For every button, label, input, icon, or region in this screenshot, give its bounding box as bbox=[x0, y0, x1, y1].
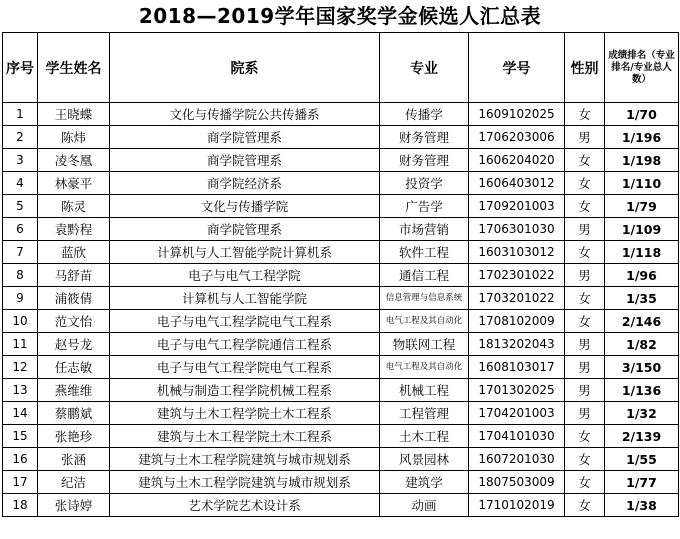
cell-dept: 电子与电气工程学院电气工程系 bbox=[110, 356, 380, 379]
cell-name: 蔡鹏斌 bbox=[38, 402, 110, 425]
cell-name: 袁黔程 bbox=[38, 218, 110, 241]
candidate-table bbox=[2, 32, 679, 517]
cell-id: 1706203006 bbox=[469, 126, 565, 149]
cell-no: 18 bbox=[3, 494, 38, 517]
cell-name: 任志敏 bbox=[38, 356, 110, 379]
cell-major: 电气工程及其自动化 bbox=[380, 310, 469, 333]
cell-id: 1708102009 bbox=[469, 310, 565, 333]
cell-dept: 商学院经济系 bbox=[110, 172, 380, 195]
cell-rank: 1/96 bbox=[605, 264, 679, 287]
cell-major: 投资学 bbox=[380, 172, 469, 195]
table-header-row bbox=[3, 33, 679, 103]
cell-id: 1603103012 bbox=[469, 241, 565, 264]
cell-no: 4 bbox=[3, 172, 38, 195]
cell-rank: 1/110 bbox=[605, 172, 679, 195]
page-title: 2018—2019学年国家奖学金候选人汇总表 bbox=[138, 4, 542, 28]
cell-sex: 男 bbox=[565, 356, 605, 379]
cell-major: 机械工程 bbox=[380, 379, 469, 402]
cell-name: 王晓蝶 bbox=[38, 103, 110, 126]
cell-dept: 计算机与人工智能学院计算机系 bbox=[110, 241, 380, 264]
table-row bbox=[3, 172, 679, 195]
cell-dept: 商学院管理系 bbox=[110, 218, 380, 241]
cell-major: 财务管理 bbox=[380, 126, 469, 149]
cell-rank: 1/79 bbox=[605, 195, 679, 218]
cell-no: 3 bbox=[3, 149, 38, 172]
cell-sex: 女 bbox=[565, 103, 605, 126]
cell-id: 1710102019 bbox=[469, 494, 565, 517]
cell-rank: 1/35 bbox=[605, 287, 679, 310]
header-name: 学生姓名 bbox=[38, 33, 110, 103]
cell-dept: 艺术学院艺术设计系 bbox=[110, 494, 380, 517]
cell-sex: 男 bbox=[565, 126, 605, 149]
cell-rank: 1/55 bbox=[605, 448, 679, 471]
cell-rank: 1/70 bbox=[605, 103, 679, 126]
cell-dept: 建筑与土木工程学院土木工程系 bbox=[110, 402, 380, 425]
cell-id: 1709201003 bbox=[469, 195, 565, 218]
cell-name: 凌冬凰 bbox=[38, 149, 110, 172]
cell-name: 浦筱倩 bbox=[38, 287, 110, 310]
cell-name: 张诗婷 bbox=[38, 494, 110, 517]
cell-rank: 2/146 bbox=[605, 310, 679, 333]
table-row bbox=[3, 356, 679, 379]
cell-sex: 男 bbox=[565, 333, 605, 356]
cell-sex: 女 bbox=[565, 149, 605, 172]
cell-id: 1609102025 bbox=[469, 103, 565, 126]
cell-major: 土木工程 bbox=[380, 425, 469, 448]
cell-id: 1706301030 bbox=[469, 218, 565, 241]
cell-rank: 1/196 bbox=[605, 126, 679, 149]
header-id: 学号 bbox=[469, 33, 565, 103]
cell-no: 11 bbox=[3, 333, 38, 356]
cell-dept: 机械与制造工程学院机械工程系 bbox=[110, 379, 380, 402]
cell-dept: 建筑与土木工程学院建筑与城市规划系 bbox=[110, 448, 380, 471]
cell-sex: 男 bbox=[565, 379, 605, 402]
table-row bbox=[3, 448, 679, 471]
cell-sex: 女 bbox=[565, 471, 605, 494]
cell-no: 5 bbox=[3, 195, 38, 218]
cell-major: 广告学 bbox=[380, 195, 469, 218]
cell-name: 纪洁 bbox=[38, 471, 110, 494]
cell-major: 电气工程及其自动化 bbox=[380, 356, 469, 379]
table-row bbox=[3, 425, 679, 448]
cell-name: 赵号龙 bbox=[38, 333, 110, 356]
header-rank: 成绩排名（专业排名/专业总人数） bbox=[605, 33, 679, 103]
cell-id: 1607201030 bbox=[469, 448, 565, 471]
cell-id: 1606204020 bbox=[469, 149, 565, 172]
cell-dept: 电子与电气工程学院 bbox=[110, 264, 380, 287]
cell-major: 物联网工程 bbox=[380, 333, 469, 356]
table-row bbox=[3, 149, 679, 172]
cell-major: 工程管理 bbox=[380, 402, 469, 425]
cell-no: 13 bbox=[3, 379, 38, 402]
header-no: 序号 bbox=[3, 33, 38, 103]
cell-rank: 1/82 bbox=[605, 333, 679, 356]
cell-sex: 女 bbox=[565, 494, 605, 517]
cell-name: 陈炜 bbox=[38, 126, 110, 149]
cell-rank: 3/150 bbox=[605, 356, 679, 379]
cell-major: 建筑学 bbox=[380, 471, 469, 494]
cell-dept: 电子与电气工程学院电气工程系 bbox=[110, 310, 380, 333]
cell-name: 马舒苗 bbox=[38, 264, 110, 287]
cell-dept: 计算机与人工智能学院 bbox=[110, 287, 380, 310]
cell-no: 17 bbox=[3, 471, 38, 494]
cell-rank: 1/198 bbox=[605, 149, 679, 172]
cell-dept: 电子与电气工程学院通信工程系 bbox=[110, 333, 380, 356]
cell-major: 信息管理与信息系统 bbox=[380, 287, 469, 310]
cell-sex: 女 bbox=[565, 425, 605, 448]
table-row bbox=[3, 103, 679, 126]
cell-no: 10 bbox=[3, 310, 38, 333]
cell-name: 蓝欣 bbox=[38, 241, 110, 264]
cell-rank: 1/136 bbox=[605, 379, 679, 402]
cell-rank: 1/109 bbox=[605, 218, 679, 241]
cell-no: 1 bbox=[3, 103, 38, 126]
cell-id: 1704101030 bbox=[469, 425, 565, 448]
table-row bbox=[3, 241, 679, 264]
cell-major: 财务管理 bbox=[380, 149, 469, 172]
cell-no: 6 bbox=[3, 218, 38, 241]
table-body bbox=[3, 103, 679, 517]
table-row bbox=[3, 379, 679, 402]
cell-sex: 男 bbox=[565, 402, 605, 425]
table-row bbox=[3, 494, 679, 517]
cell-no: 9 bbox=[3, 287, 38, 310]
table-row bbox=[3, 218, 679, 241]
cell-sex: 男 bbox=[565, 264, 605, 287]
cell-dept: 建筑与土木工程学院土木工程系 bbox=[110, 425, 380, 448]
cell-id: 1606403012 bbox=[469, 172, 565, 195]
cell-id: 1704201003 bbox=[469, 402, 565, 425]
cell-rank: 1/38 bbox=[605, 494, 679, 517]
table-row bbox=[3, 287, 679, 310]
cell-sex: 女 bbox=[565, 448, 605, 471]
table-row bbox=[3, 310, 679, 333]
cell-name: 张涵 bbox=[38, 448, 110, 471]
cell-major: 风景园林 bbox=[380, 448, 469, 471]
cell-sex: 女 bbox=[565, 310, 605, 333]
cell-dept: 商学院管理系 bbox=[110, 149, 380, 172]
cell-major: 软件工程 bbox=[380, 241, 469, 264]
table-row bbox=[3, 195, 679, 218]
cell-dept: 建筑与土木工程学院建筑与城市规划系 bbox=[110, 471, 380, 494]
cell-no: 16 bbox=[3, 448, 38, 471]
cell-dept: 商学院管理系 bbox=[110, 126, 380, 149]
cell-rank: 1/77 bbox=[605, 471, 679, 494]
cell-name: 陈灵 bbox=[38, 195, 110, 218]
table-row bbox=[3, 264, 679, 287]
cell-sex: 女 bbox=[565, 241, 605, 264]
cell-no: 14 bbox=[3, 402, 38, 425]
cell-no: 7 bbox=[3, 241, 38, 264]
cell-name: 范文怡 bbox=[38, 310, 110, 333]
cell-major: 传播学 bbox=[380, 103, 469, 126]
table-row bbox=[3, 333, 679, 356]
cell-id: 1608103017 bbox=[469, 356, 565, 379]
cell-dept: 文化与传播学院公共传播系 bbox=[110, 103, 380, 126]
table-row bbox=[3, 126, 679, 149]
cell-rank: 1/32 bbox=[605, 402, 679, 425]
cell-major: 通信工程 bbox=[380, 264, 469, 287]
cell-rank: 1/118 bbox=[605, 241, 679, 264]
cell-no: 2 bbox=[3, 126, 38, 149]
cell-name: 燕维维 bbox=[38, 379, 110, 402]
header-dept: 院系 bbox=[110, 33, 380, 103]
table-row bbox=[3, 471, 679, 494]
header-sex: 性别 bbox=[565, 33, 605, 103]
cell-id: 1807503009 bbox=[469, 471, 565, 494]
cell-sex: 男 bbox=[565, 218, 605, 241]
cell-sex: 女 bbox=[565, 172, 605, 195]
cell-id: 1703201022 bbox=[469, 287, 565, 310]
header-major: 专业 bbox=[380, 33, 469, 103]
cell-id: 1701302025 bbox=[469, 379, 565, 402]
table-row bbox=[3, 402, 679, 425]
cell-no: 12 bbox=[3, 356, 38, 379]
cell-rank: 2/139 bbox=[605, 425, 679, 448]
cell-major: 动画 bbox=[380, 494, 469, 517]
cell-name: 张艳珍 bbox=[38, 425, 110, 448]
cell-no: 15 bbox=[3, 425, 38, 448]
cell-sex: 女 bbox=[565, 287, 605, 310]
cell-name: 林豪平 bbox=[38, 172, 110, 195]
cell-id: 1813202043 bbox=[469, 333, 565, 356]
cell-sex: 女 bbox=[565, 195, 605, 218]
cell-no: 8 bbox=[3, 264, 38, 287]
cell-dept: 文化与传播学院 bbox=[110, 195, 380, 218]
cell-major: 市场营销 bbox=[380, 218, 469, 241]
cell-id: 1702301022 bbox=[469, 264, 565, 287]
